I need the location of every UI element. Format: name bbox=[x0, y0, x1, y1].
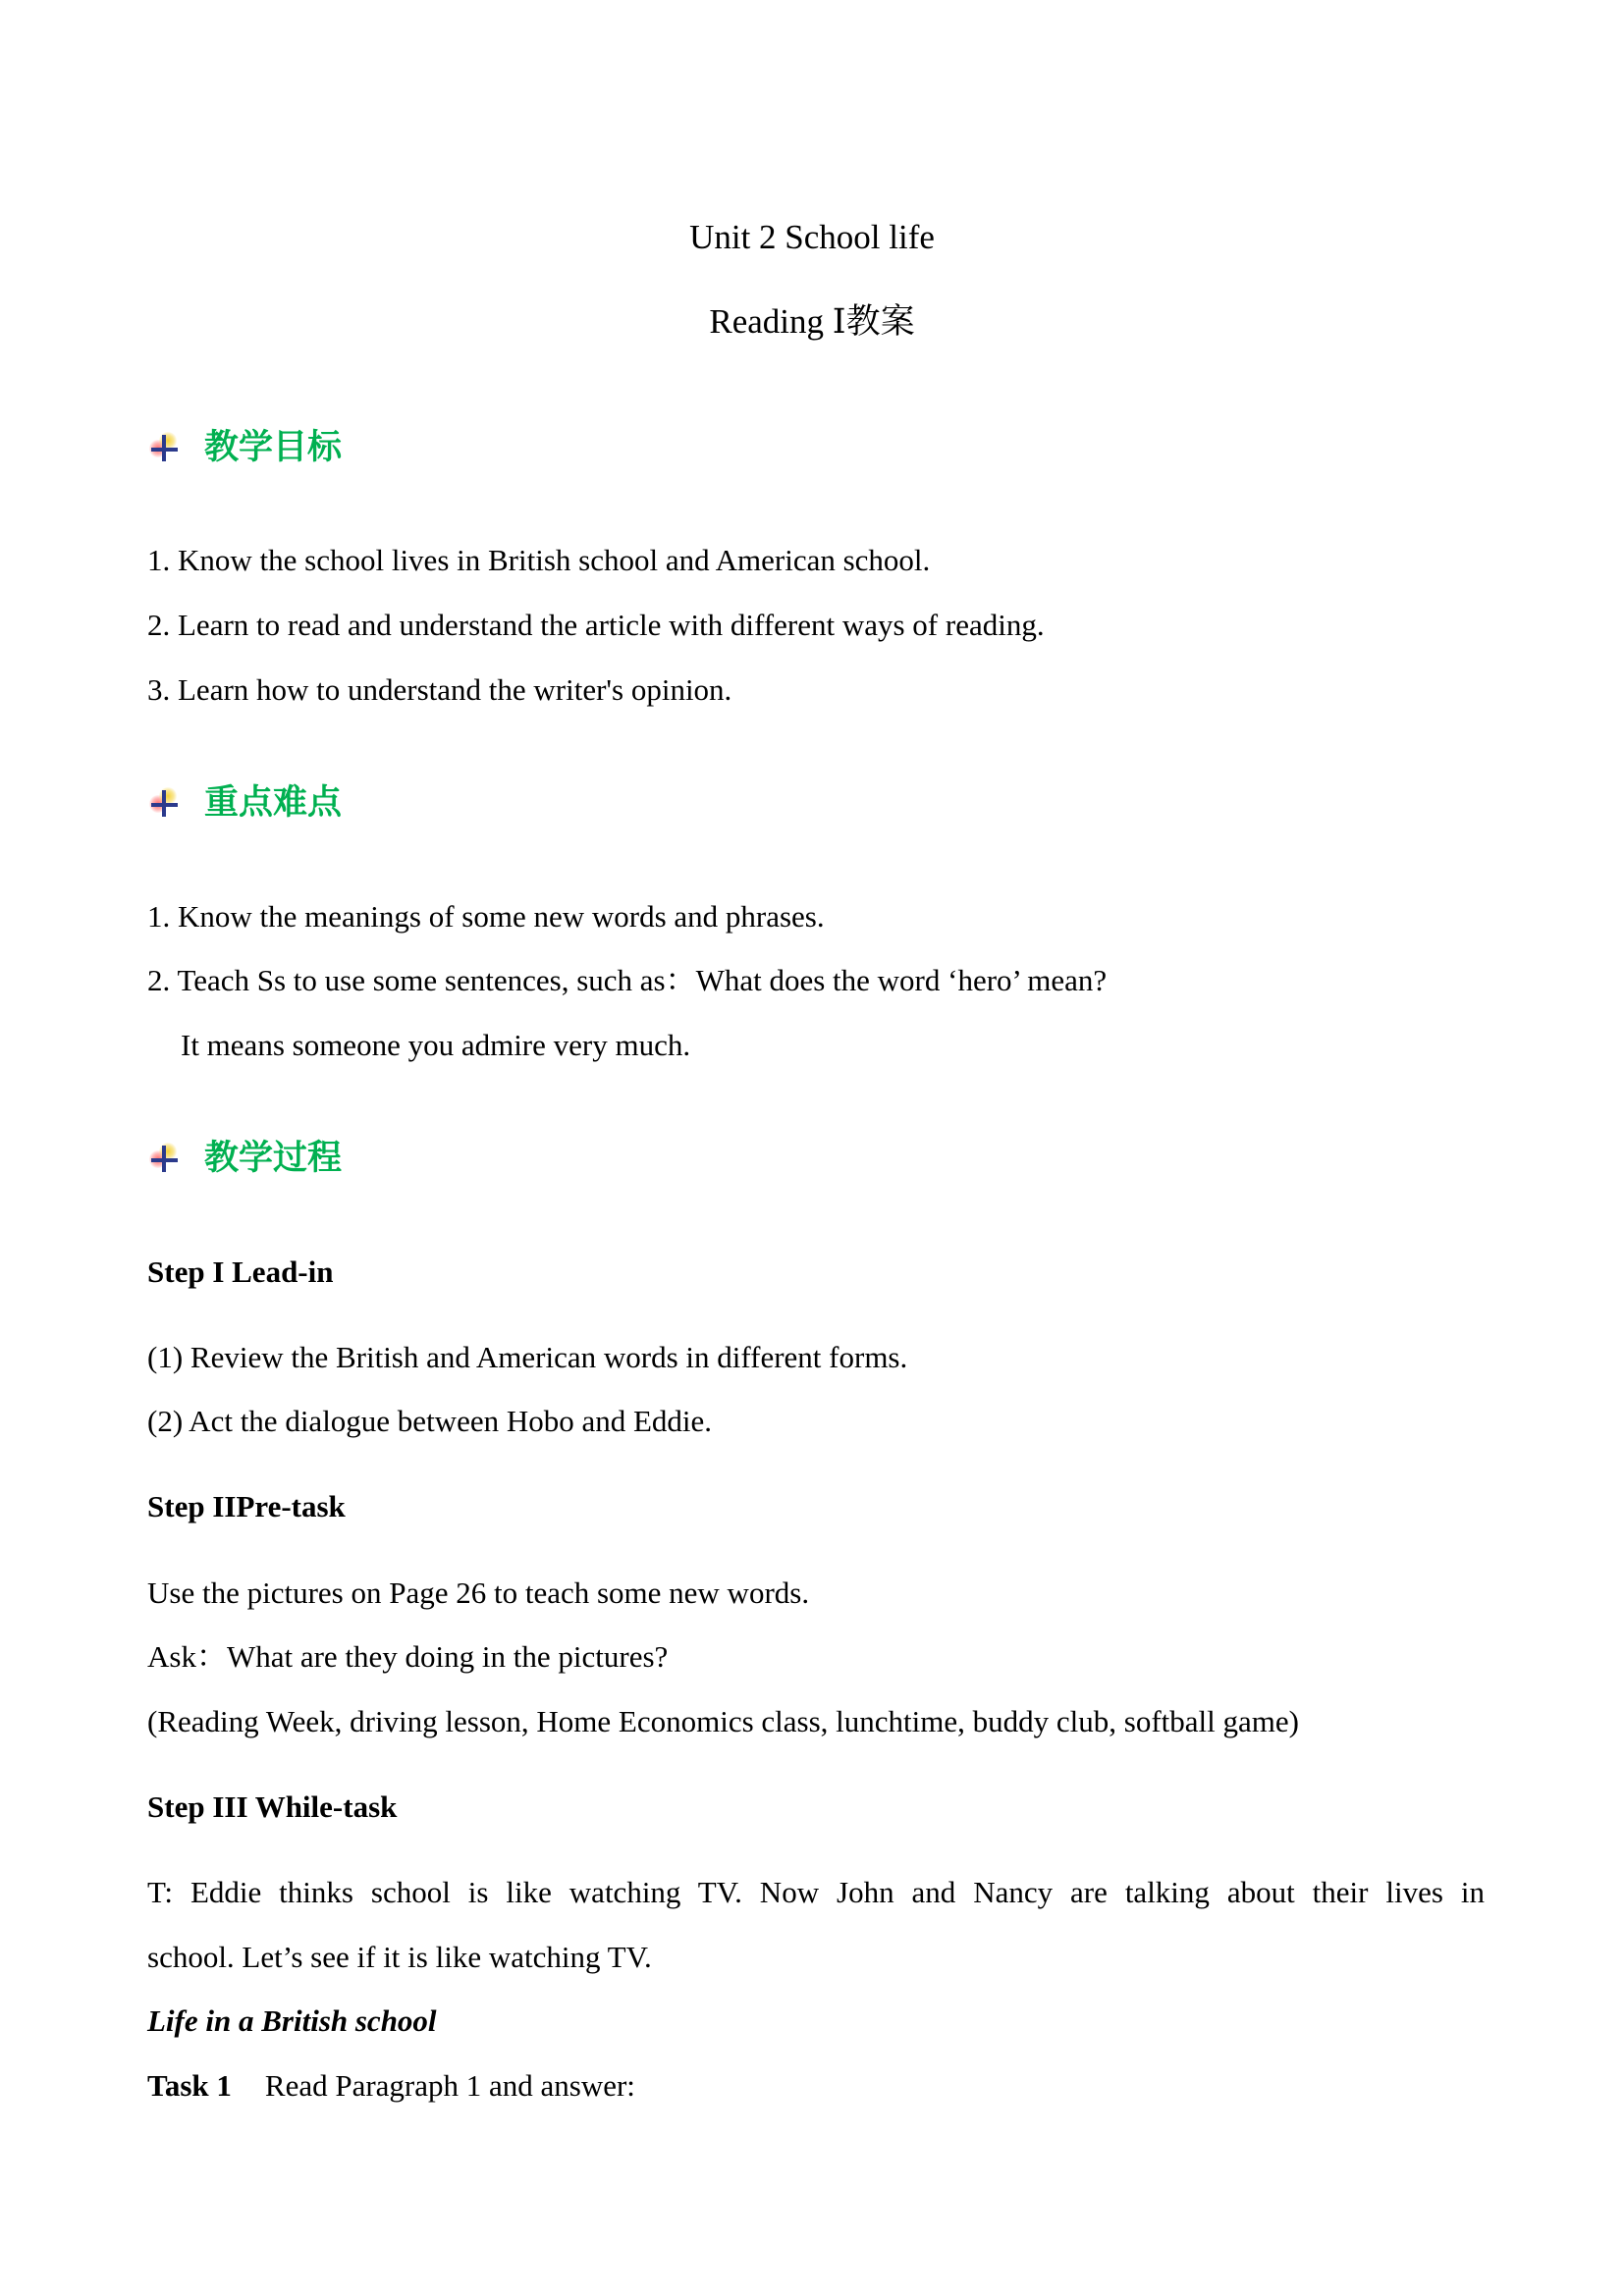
section-heading-label: 重点难点 bbox=[204, 783, 343, 823]
cross-bullet-icon bbox=[147, 1142, 181, 1175]
subheading: Life in a British school bbox=[147, 2003, 437, 2038]
document-subtitle: Reading Ⅰ教案 bbox=[709, 302, 915, 341]
paragraph-line: T: Eddie thinks school is like watching TV. Now John and Nancy are talking about their lives in bbox=[147, 1875, 1485, 1909]
step-item: Ask：What are they doing in the pictures? bbox=[147, 1639, 669, 1674]
objective-item: 1. Know the school lives in British school and American school. bbox=[147, 543, 931, 577]
objective-item: 2. Learn to read and understand the article with different ways of reading. bbox=[147, 608, 1045, 642]
key-point-item: 1. Know the meanings of some new words and phrases. bbox=[147, 899, 825, 934]
step-title: Step I Lead-in bbox=[147, 1255, 334, 1289]
key-point-item: 2. Teach Ss to use some sentences, such as：What does the word ‘hero’ mean? bbox=[147, 963, 1108, 997]
task-label: Task 1 bbox=[147, 2068, 232, 2103]
task-text: Read Paragraph 1 and answer: bbox=[264, 2068, 635, 2103]
section-heading-objectives bbox=[147, 426, 342, 469]
paragraph-line: school. Let’s see if it is like watching TV. bbox=[147, 1940, 652, 1974]
step-item: Use the pictures on Page 26 to teach some new words. bbox=[147, 1575, 810, 1610]
section-heading-label: 教学过程 bbox=[204, 1139, 343, 1178]
key-point-item-continuation: It means someone you admire very much. bbox=[181, 1028, 691, 1062]
step-item: (1) Review the British and American words in different forms. bbox=[147, 1340, 908, 1374]
document-title: Unit 2 School life bbox=[689, 218, 935, 256]
section-heading-label: 教学目标 bbox=[204, 428, 343, 467]
cross-bullet-icon bbox=[147, 431, 181, 464]
section-heading-process bbox=[147, 1137, 342, 1180]
section-heading-key-points bbox=[147, 781, 342, 825]
cross-bullet-icon bbox=[147, 786, 181, 820]
step-title: Step IIPre-task bbox=[147, 1489, 346, 1523]
task-line bbox=[147, 2067, 635, 2105]
step-item: (2) Act the dialogue between Hobo and Eddie. bbox=[147, 1404, 713, 1438]
objective-item: 3. Learn how to understand the writer's opinion. bbox=[147, 672, 732, 707]
step-item: (Reading Week, driving lesson, Home Economics class, lunchtime, buddy club, softball game) bbox=[147, 1704, 1299, 1738]
step-title: Step III While-task bbox=[147, 1789, 398, 1824]
